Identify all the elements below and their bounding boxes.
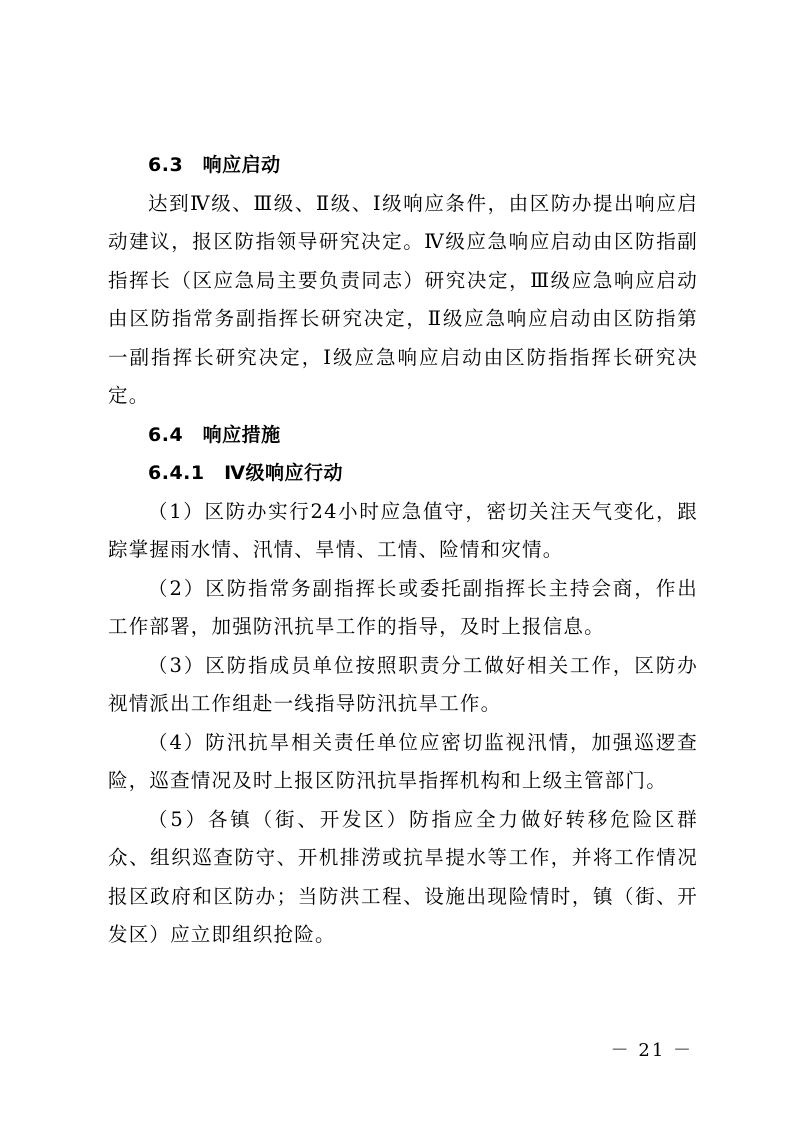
section-6-4-1-heading: 6.4.1 Ⅳ级响应行动: [148, 462, 343, 484]
section-6-3-heading: 6.3 响应启动: [148, 154, 281, 176]
document-body: [108, 146, 698, 955]
item-2-paragraph: （2）区防指常务副指挥长或委托副指挥长主持会商，作出工作部署，加强防汛抗旱工作的指导，及时上报信息。: [108, 576, 698, 638]
page-number: － 21 －: [610, 1040, 693, 1061]
item-3-paragraph: （3）区防指成员单位按照职责分工做好相关工作，区防办视情派出工作组赴一线指导防汛抗旱工作。: [108, 653, 698, 715]
section-6-3-paragraph: 达到Ⅳ级、Ⅲ级、Ⅱ级、Ⅰ级响应条件，由区防办提出响应启动建议，报区防指领导研究决定。Ⅳ级应急响应启动由区防指副指挥长（区应急局主要负责同志）研究决定，Ⅲ级应急响应启动由区防指常务副指挥长研究决定，Ⅱ级应急响应启动由区防指第一副指挥长研究决定，Ⅰ级应急响应启动由区防指指挥长研究决定。: [108, 191, 698, 407]
item-1-paragraph: （1）区防办实行24小时应急值守，密切关注天气变化，跟踪掌握雨水情、汛情、旱情、工情、险情和灾情。: [108, 499, 698, 561]
item-5-paragraph: （5）各镇（街、开发区）防指应全力做好转移危险区群众、组织巡查防守、开机排涝或抗旱提水等工作，并将工作情况报区政府和区防办；当防洪工程、设施出现险情时，镇（街、开发区）应立即组织抢险。: [108, 807, 698, 946]
item-4-paragraph: （4）防汛抗旱相关责任单位应密切监视汛情，加强巡逻查险，巡查情况及时上报区防汛抗旱指挥机构和上级主管部门。: [108, 730, 698, 792]
section-6-4-heading: 6.4 响应措施: [148, 423, 281, 446]
